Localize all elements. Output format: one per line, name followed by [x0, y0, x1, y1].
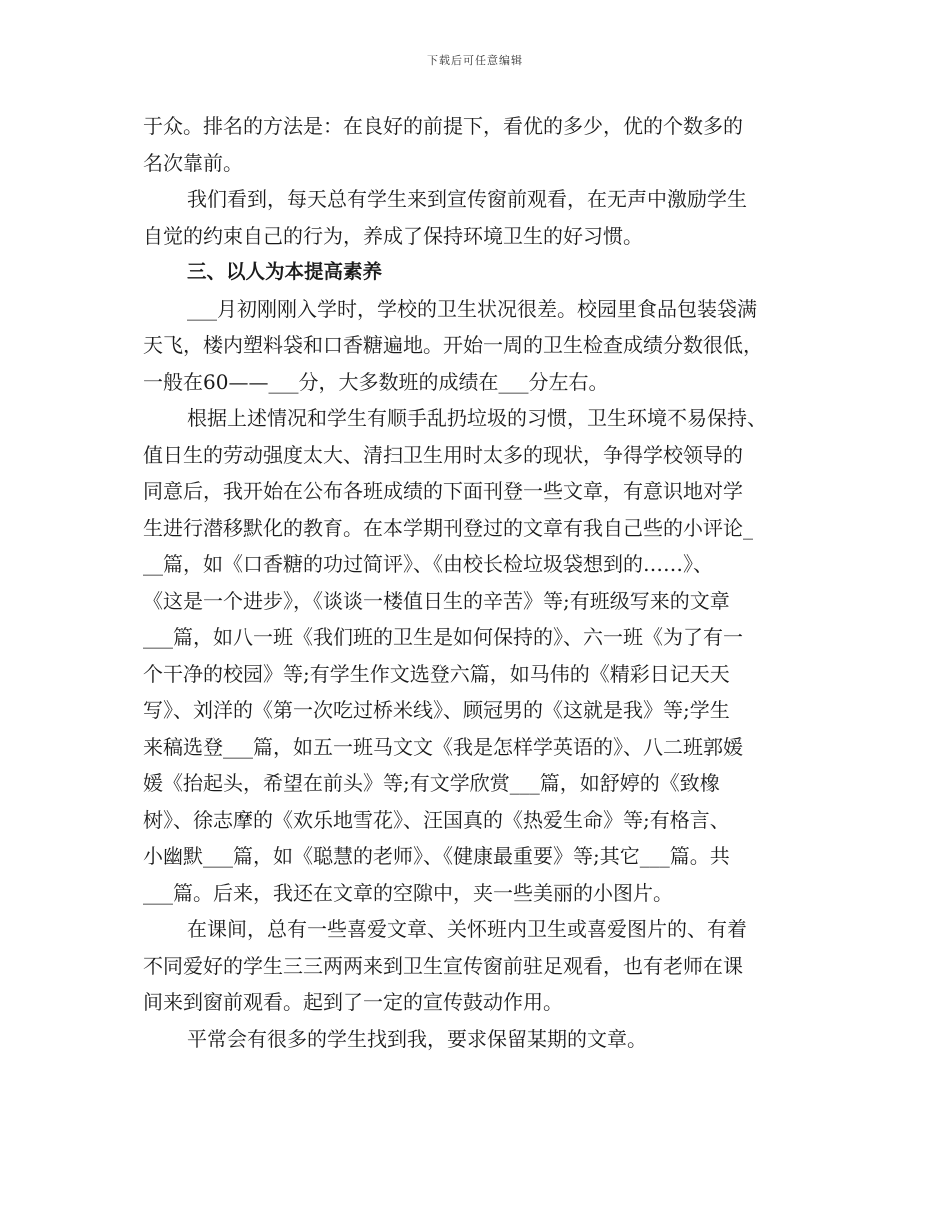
text-line: 树》、徐志摩的《欢乐地雪花》、汪国真的《热爱生命》等;有格言、 — [143, 807, 730, 832]
text-line: 自觉的约束自己的行为，养成了保持环境卫生的好习惯。 — [143, 223, 643, 248]
paragraph — [143, 108, 823, 181]
paragraph — [143, 1021, 823, 1058]
text-line: 不同爱好的学生三三两两来到卫生宣传窗前驻足观看，也有老师在课 — [143, 953, 743, 978]
text-line: 来稿选登___篇，如五一班马文文《我是怎样学英语的》、八二班郭媛 — [143, 734, 743, 759]
text-line: 三、以人为本提高素养 — [187, 260, 383, 283]
text-line: 写》、刘洋的《第一次吃过桥米线》、顾冠男的《这就是我》等;学生 — [143, 698, 730, 722]
text-line: 天飞，楼内塑料袋和口香糖遍地。开始一周的卫生检查成绩分数很低， — [143, 333, 763, 357]
text-line: 同意后，我开始在公布各班成绩的下面刊登一些文章，有意识地对学 — [143, 479, 743, 503]
text-line: ___篇，如八一班《我们班的卫生是如何保持的》、六一班《为了有一 — [143, 625, 743, 649]
text-line: 一般在60——___分，大多数班的成绩在___分左右。 — [143, 369, 609, 394]
text-line: 间来到窗前观看。起到了一定的宣传鼓动作用。 — [143, 990, 563, 1014]
text-line: ___篇。后来，我还在文章的空隙中，夹一些美丽的小图片。 — [143, 880, 673, 905]
paragraph — [143, 181, 823, 254]
text-line: 平常会有很多的学生找到我，要求保留某期的文章。 — [187, 1026, 647, 1051]
page-header: 下载后可任意编辑 — [427, 54, 523, 67]
text-line: 我们看到，每天总有学生来到宣传窗前观看，在无声中激励学生 — [187, 187, 747, 211]
text-line: 《这是一个进步》，《谈谈一楼值日生的辛苦》等;有班级写来的文章 — [143, 588, 730, 613]
paragraph — [143, 291, 823, 401]
text-line: 值日生的劳动强度太大、清扫卫生用时太多的现状，争得学校领导的 — [143, 442, 743, 467]
text-line: __篇，如《口香糖的功过简评》、《由校长检垃圾袋想到的……》、 — [143, 552, 713, 576]
paragraph — [143, 400, 823, 911]
document-body — [143, 108, 823, 1057]
paragraph — [143, 911, 823, 1021]
text-line: 名次靠前。 — [143, 150, 243, 175]
text-line: 生进行潜移默化的教育。在本学期刊登过的文章有我自己些的小评论_ — [143, 515, 753, 540]
text-line: 在课间，总有一些喜爱文章、关怀班内卫生或喜爱图片的、有着 — [187, 917, 747, 941]
text-line: ___月初刚刚入学时，学校的卫生状况很差。校园里食品包装袋满 — [187, 296, 757, 321]
text-line: 于众。排名的方法是：在良好的前提下，看优的多少，优的个数多的 — [143, 114, 743, 138]
text-line: 小幽默___篇，如《聪慧的老师》、《健康最重要》等;其它___篇。共 — [143, 844, 730, 868]
text-line: 个干净的校园》等;有学生作文选登六篇，如马伟的《精彩日记天天 — [143, 661, 730, 686]
text-line: 根据上述情况和学生有顺手乱扔垃圾的习惯，卫生环境不易保持、 — [187, 406, 767, 430]
text-line: 媛《抬起头，希望在前头》等;有文学欣赏___篇，如舒婷的《致橡 — [143, 771, 720, 795]
section-heading — [143, 254, 823, 291]
